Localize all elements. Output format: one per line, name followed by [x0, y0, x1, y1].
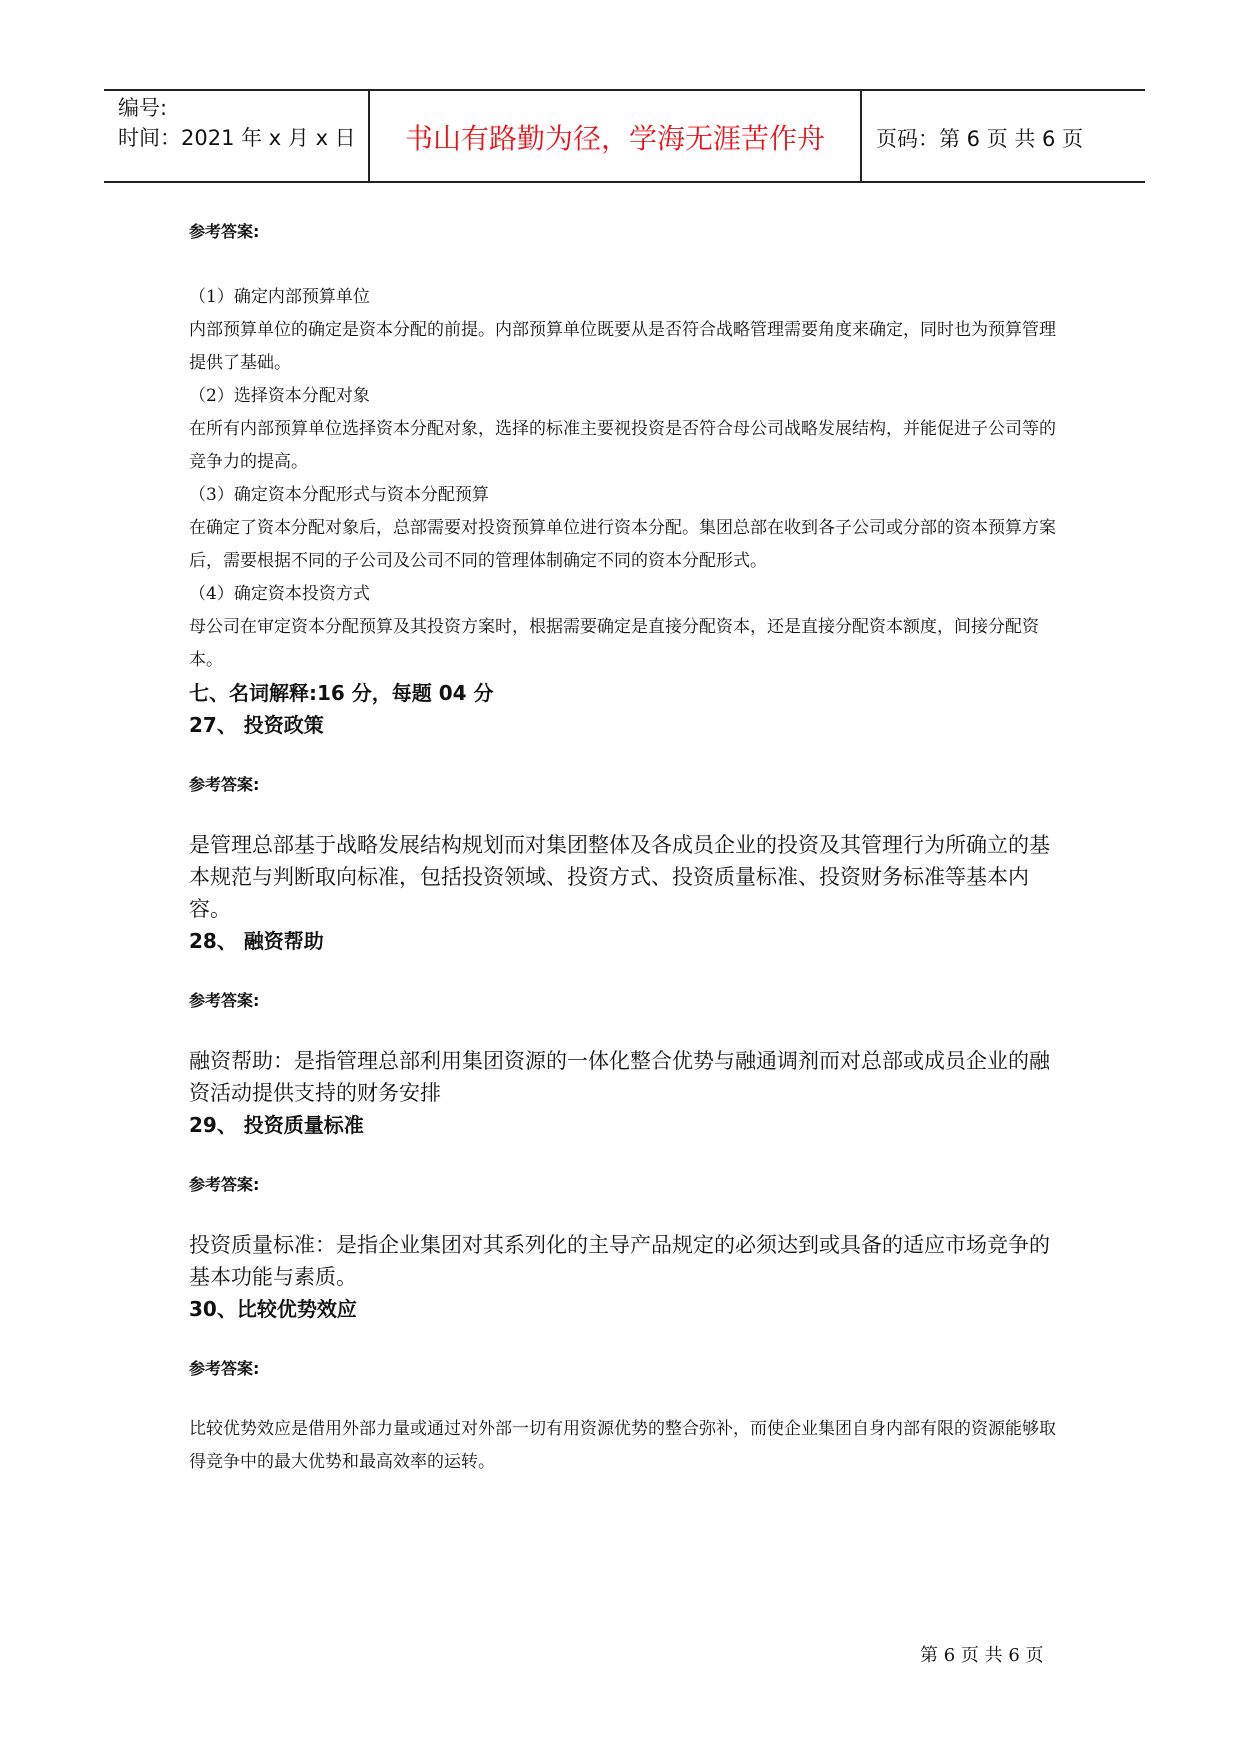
- question-27-answer: 是管理总部基于战略发展结构规划而对集团整体及各成员企业的投资及其管理行为所确立的基本规范与判断取向标准，包括投资领域、投资方式、投资质量标准、投资财务标准等基本内容。: [189, 833, 1050, 921]
- header-divider-right: [860, 90, 862, 182]
- question-29-title: 29、 投资质量标准: [189, 1113, 364, 1137]
- header-top-rule: [104, 89, 1145, 91]
- page-footer: 第 6 页 共 6 页: [920, 1645, 1044, 1666]
- header-number: 编号:: [118, 96, 168, 120]
- answer-label: 参考答案:: [189, 1175, 260, 1194]
- document-body: [189, 219, 1059, 1479]
- item-4-body: 母公司在审定资本分配预算及其投资方案时，根据需要确定是直接分配资本，还是直接分配资本额度，间接分配资本。: [189, 617, 1039, 670]
- question-28-answer: 融资帮助：是指管理总部利用集团资源的一体化整合优势与融通调剂而对总部或成员企业的融资活动提供支持的财务安排: [189, 1049, 1050, 1105]
- section-heading: 七、名词解释:16 分，每题 04 分: [189, 681, 494, 705]
- item-2-title: （2）选择资本分配对象: [189, 386, 370, 406]
- answer-label: 参考答案:: [189, 1359, 260, 1378]
- item-4-title: （4）确定资本投资方式: [189, 584, 370, 604]
- answer-label: 参考答案:: [189, 222, 260, 241]
- answer-label: 参考答案:: [189, 991, 260, 1010]
- header-time: 时间：2021 年 x 月 x 日: [118, 126, 356, 150]
- question-30-title: 30、比较优势效应: [189, 1297, 357, 1321]
- header-bottom-rule: [104, 181, 1145, 183]
- item-3-body: 在确定了资本分配对象后，总部需要对投资预算单位进行资本分配。集团总部在收到各子公司或分部的资本预算方案后，需要根据不同的子公司及公司不同的管理体制确定不同的资本分配形式。: [189, 518, 1056, 571]
- item-1-body: 内部预算单位的确定是资本分配的前提。内部预算单位既要从是否符合战略管理需要角度来确定，同时也为预算管理提供了基础。: [189, 320, 1056, 373]
- header-page-number: 页码：第 6 页 共 6 页: [876, 127, 1084, 151]
- question-30-answer: 比较优势效应是借用外部力量或通过对外部一切有用资源优势的整合弥补，而使企业集团自身内部有限的资源能够取得竞争中的最大优势和最高效率的运转。: [189, 1419, 1056, 1472]
- item-2-body: 在所有内部预算单位选择资本分配对象，选择的标准主要视投资是否符合母公司战略发展结构，并能促进子公司等的竞争力的提高。: [189, 419, 1056, 472]
- header-motto: 书山有路勤为径，学海无涯苦作舟: [404, 122, 825, 155]
- question-28-title: 28、 融资帮助: [189, 929, 324, 953]
- header-meta: [118, 93, 356, 153]
- question-29-answer: 投资质量标准：是指企业集团对其系列化的主导产品规定的必须达到或具备的适应市场竞争的基本功能与素质。: [189, 1233, 1050, 1289]
- answer-label: 参考答案:: [189, 775, 260, 794]
- item-1-title: （1）确定内部预算单位: [189, 287, 370, 307]
- item-3-title: （3）确定资本分配形式与资本分配预算: [189, 485, 489, 505]
- question-27-title: 27、 投资政策: [189, 713, 324, 737]
